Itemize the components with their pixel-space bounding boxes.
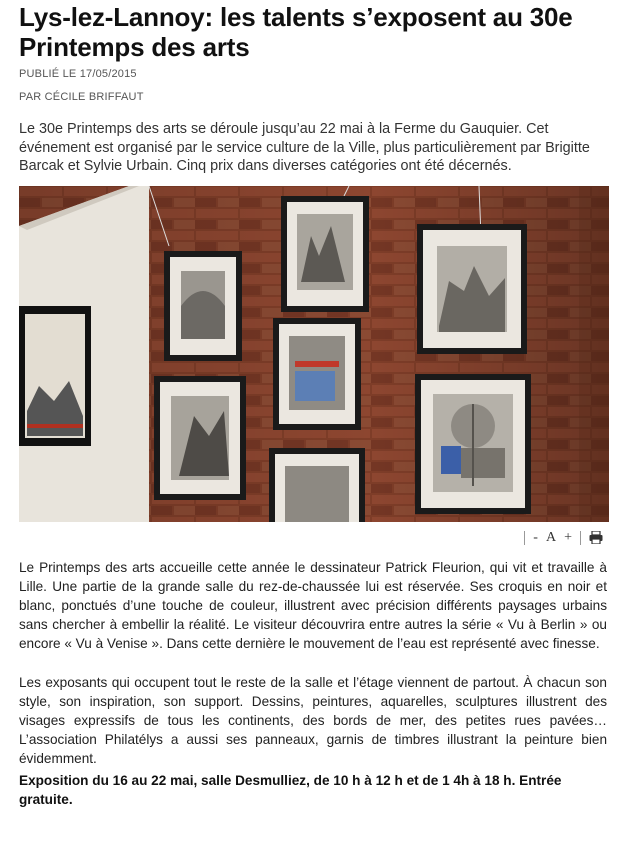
article-lead: Le 30e Printemps des arts se déroule jusqu’au 22 mai à la Ferme du Gauquier. Cet événement est organisé par le service culture de la Ville, plus particulièrement par Brigitte Barcak et Sylvie Urbain. Cinq prix dans diverses catégories ont été décernés. bbox=[19, 121, 590, 174]
text-tools bbox=[19, 528, 609, 548]
font-size-label: A bbox=[545, 529, 557, 545]
toolbar-divider bbox=[524, 531, 525, 545]
toolbar-divider bbox=[580, 531, 581, 545]
printer-icon[interactable] bbox=[589, 531, 603, 544]
author-byline[interactable]: PAR CÉCILE BRIFFAUT bbox=[19, 91, 144, 103]
increase-font-button[interactable]: + bbox=[564, 529, 572, 545]
article-title: Lys-lez-Lannoy: les talents s’exposent au 30e Printemps des arts bbox=[19, 2, 573, 62]
paragraph-1: Le Printemps des arts accueille cette année le dessinateur Patrick Fleurion, qui vit et travaille à Lille. Une partie de la grande salle du rez-de-chaussée lui est réservée. Ses croquis en noir et blanc, ponctués d’une touche de couleur, illustrent avec précision différents paysages urbains sans chercher à embellir la réalité. Le visiteur découvrira entre autres la série « Vu à Berlin » ou encore « Vu à Venise ». Dans cette dernière le mouvement de l’eau est représenté avec finesse. bbox=[19, 559, 607, 652]
exhibition-info: Exposition du 16 au 22 mai, salle Desmulliez, de 10 h à 12 h et de 1 4h à 18 h. Entrée gratuite. bbox=[19, 772, 562, 807]
paragraph-2: Les exposants qui occupent tout le reste de la salle et l’étage viennent de partout. À chacun son style, son inspiration, son support. Dessins, peintures, aquarelles, sculptures illustrent des visages expressifs de tous les continents, des bords de mer, des petites rues pavées… L’association Philatélys a aussi ses panneaux, garnis de timbres illustrant la peinture bien évidemment. bbox=[19, 674, 607, 767]
exhibition-photo bbox=[19, 186, 609, 522]
decrease-font-button[interactable]: - bbox=[533, 529, 538, 545]
article bbox=[19, 0, 609, 809]
publish-date: PUBLIÉ LE 17/05/2015 bbox=[19, 68, 137, 80]
article-photo[interactable] bbox=[19, 186, 609, 522]
